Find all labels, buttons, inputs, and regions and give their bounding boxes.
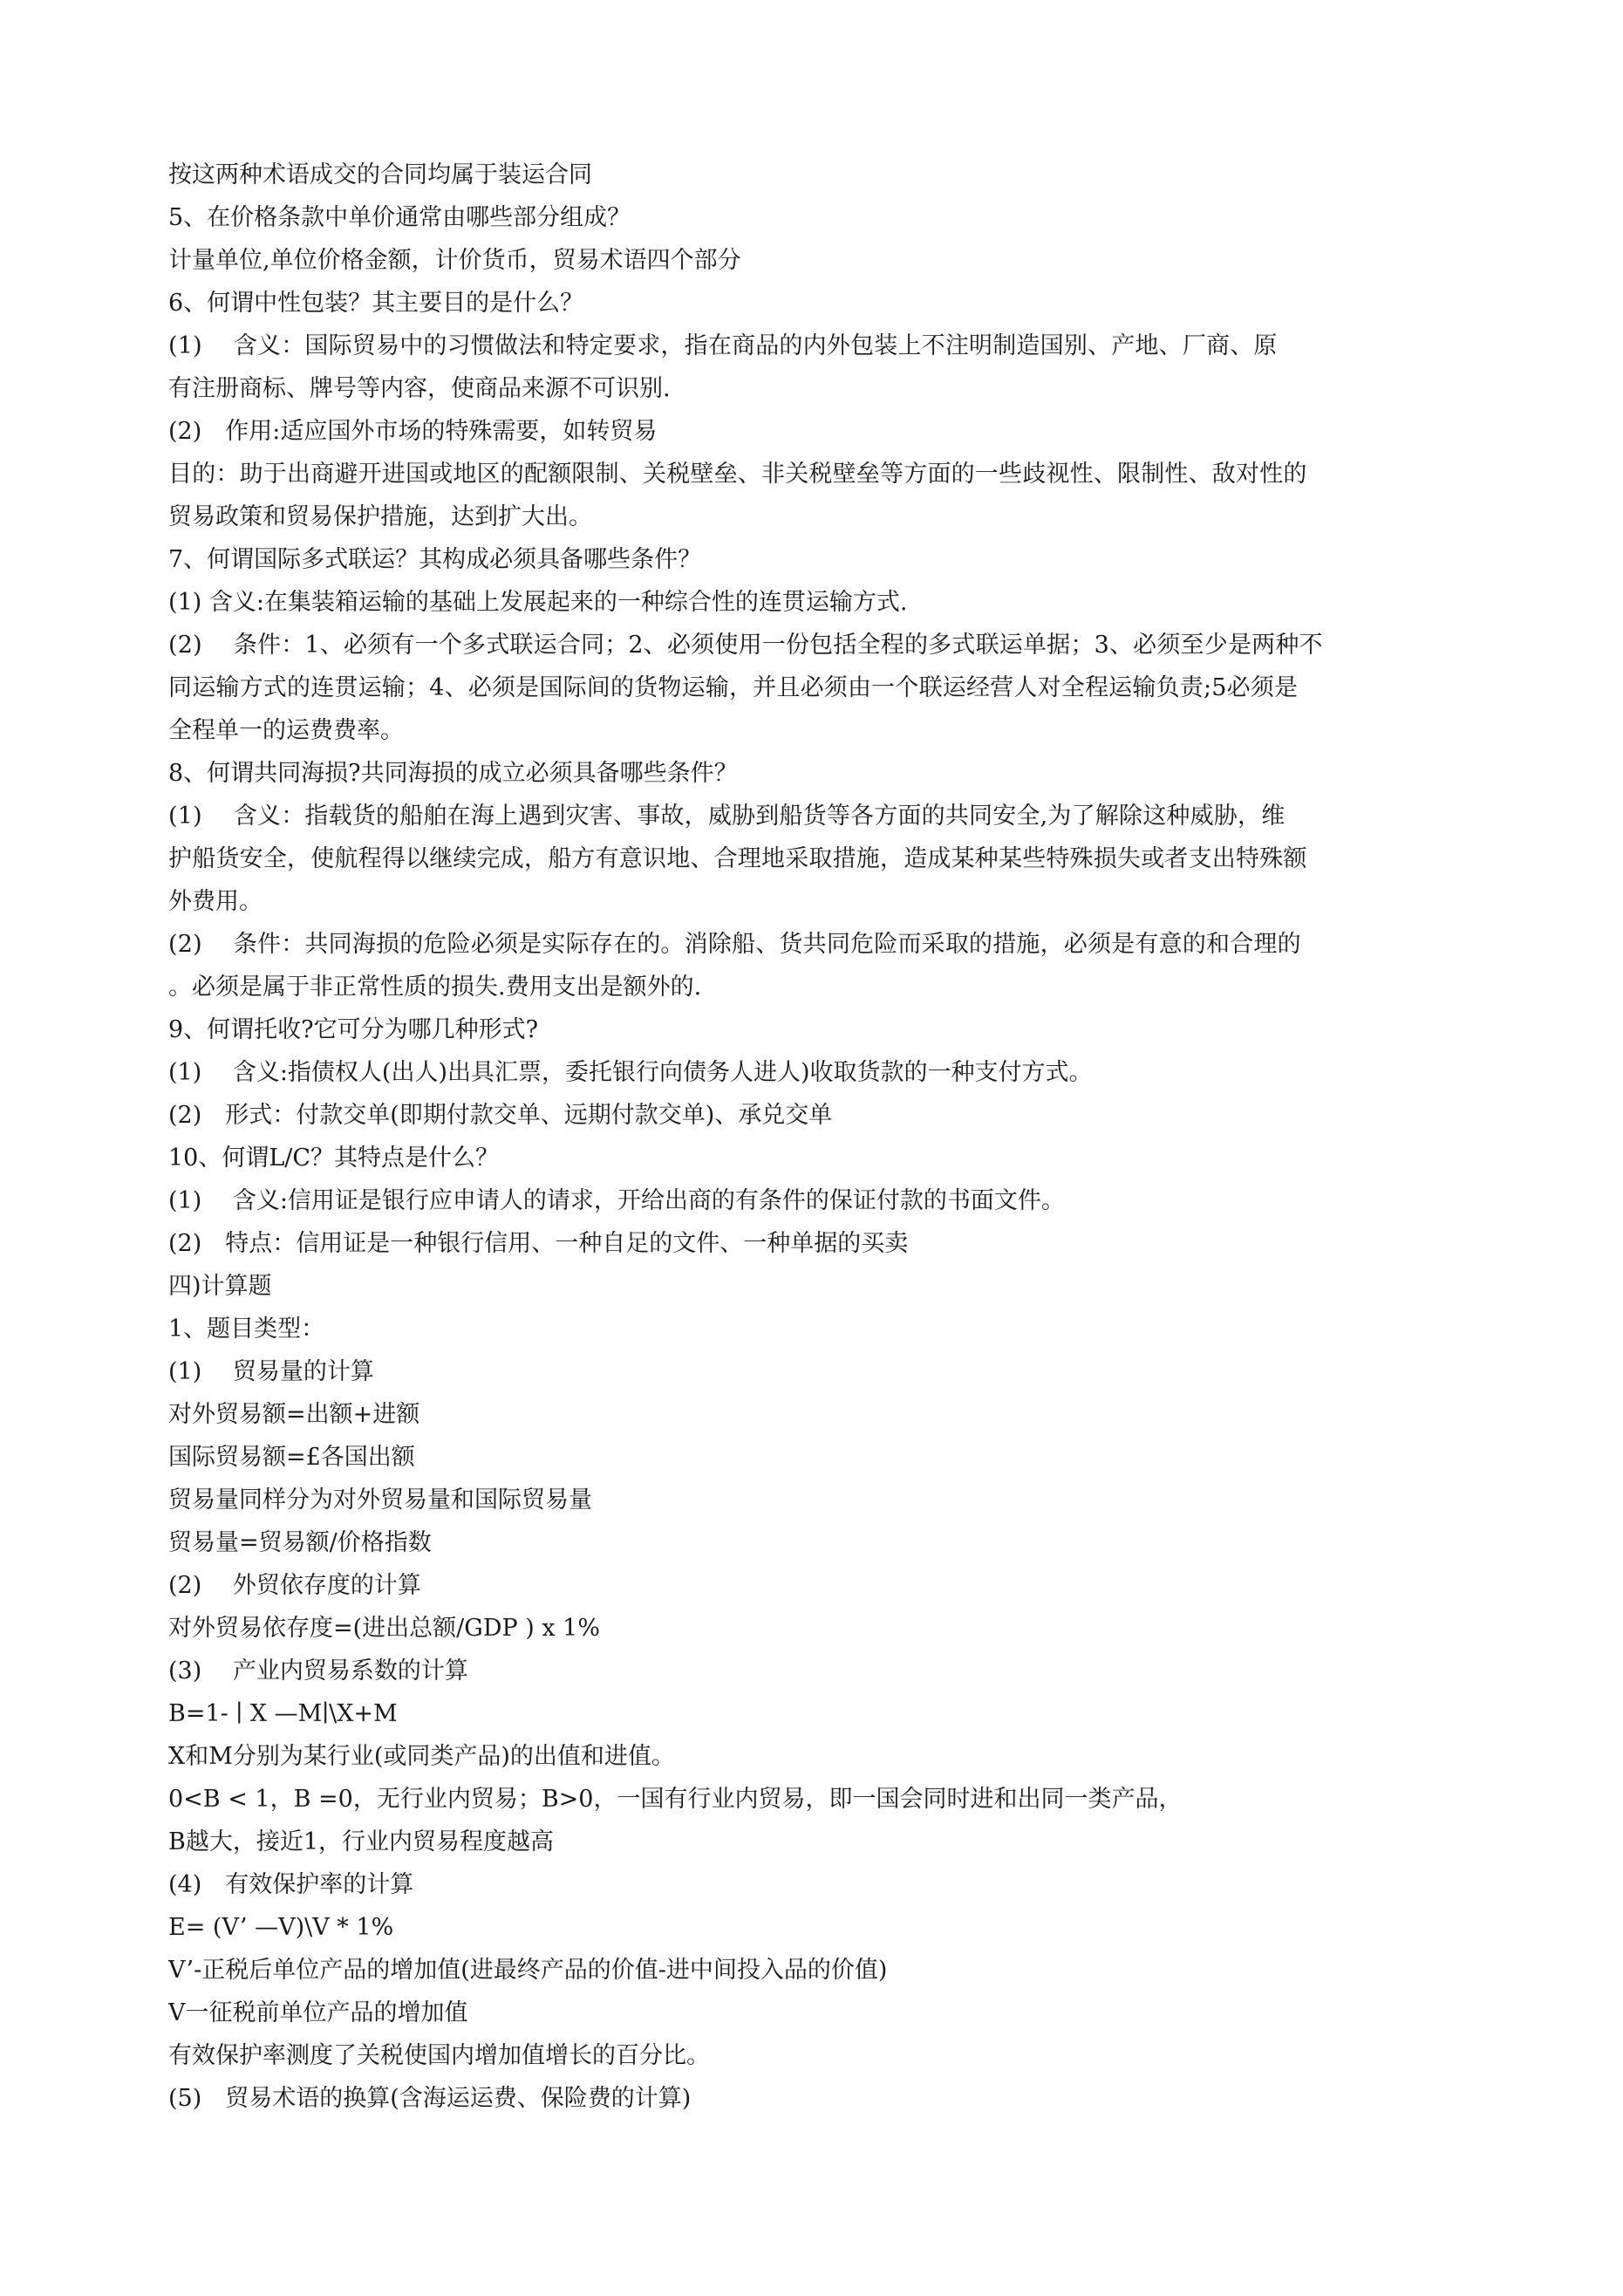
text-line: 贸易量同样分为对外贸易量和国际贸易量 <box>168 1486 592 1514</box>
text-line: 有注册商标、牌号等内容，使商品来源不可识别. <box>168 375 671 402</box>
text-line: 。必须是属于非正常性质的损失.费用支出是额外的. <box>168 974 702 1001</box>
question-8-heading: 8、何谓共同海损?共同海损的成立必须具备哪些条件？ <box>168 760 738 787</box>
text-line: B越大，接近1，行业内贸易程度越高 <box>168 1828 555 1855</box>
text-line: (2) 外贸依存度的计算 <box>168 1572 421 1599</box>
text-line: X和M分别为某行业(或同类产品)的出值和进值。 <box>168 1743 675 1770</box>
text-line: (5) 贸易术语的换算(含海运运费、保险费的计算) <box>168 2085 692 2112</box>
text-line: (1) 贸易量的计算 <box>168 1358 374 1385</box>
text-line: 0<B < 1，B =0，无行业内贸易；B>0，一国有行业内贸易，即一国会同时进和出同一类产品， <box>168 1786 1183 1813</box>
text-line: (1) 含义：指载货的船舶在海上遇到灾害、事故，威胁到船货等各方面的共同安全,为了解除这种威胁，维 <box>168 803 1285 830</box>
text-line: (1) 含义:在集装箱运输的基础上发展起来的一种综合性的连贯运输方式. <box>168 589 908 616</box>
text-line: (2) 条件：1、必须有一个多式联运合同；2、必须使用一份包括全程的多式联运单据；3、必须至少是两种不 <box>168 632 1323 659</box>
text-line: (2) 作用:适应国外市场的特殊需要，如转贸易 <box>168 418 658 445</box>
text-line: V’-正税后单位产品的增加值(进最终产品的价值-进中间投入品的价值) <box>168 1957 888 1984</box>
formula-line: 贸易量=贸易额/价格指数 <box>168 1529 432 1556</box>
text-line: (1) 含义：国际贸易中的习惯做法和特定要求，指在商品的内外包装上不注明制造国别、产地、厂商、原 <box>168 332 1278 359</box>
text-line: 外费用。 <box>168 888 263 915</box>
text-line: 护船货安全，使航程得以继续完成，船方有意识地、合理地采取措施，造成某种某些特殊损失或者支出特殊额 <box>168 845 1307 872</box>
formula-line: 对外贸易依存度=(进出总额/GDP ) x 1% <box>168 1615 600 1642</box>
text-line: (2) 特点：信用证是一种银行信用、一种自足的文件、一种单据的买卖 <box>168 1230 909 1257</box>
text-line: (4) 有效保护率的计算 <box>168 1871 414 1898</box>
text-line: 贸易政策和贸易保护措施，达到扩大出。 <box>168 503 592 530</box>
formula-line: 国际贸易额=£各国出额 <box>168 1444 415 1471</box>
text-line: 目的：助于出商避开进国或地区的配额限制、关税壁垒、非关税壁垒等方面的一些歧视性、限制性、敌对性的 <box>168 461 1307 488</box>
text-line: V一征税前单位产品的增加值 <box>168 1999 468 2026</box>
document-body <box>168 154 1459 2120</box>
text-line: (1) 含义:信用证是银行应申请人的请求，开给出商的有条件的保证付款的书面文件。 <box>168 1187 1065 1214</box>
question-6-heading: 6、何谓中性包装？其主要目的是什么？ <box>168 290 584 317</box>
text-line: (1) 含义:指债权人(出人)出具汇票，委托银行向债务人进人)收取货款的一种支付方式。 <box>168 1059 1093 1086</box>
formula-line: 对外贸易额=出额+进额 <box>168 1401 420 1428</box>
formula-line: E= (V’ —V)\V * 1% <box>168 1914 394 1941</box>
section-heading: 四)计算题 <box>168 1273 272 1300</box>
text-line: 全程单一的运费费率。 <box>168 717 404 744</box>
question-7-heading: 7、何谓国际多式联运？其构成必须具备哪些条件？ <box>168 546 702 573</box>
subsection-heading: 1、题目类型： <box>168 1315 325 1343</box>
text-line: 按这两种术语成交的合同均属于装运合同 <box>168 161 592 188</box>
text-line: 同运输方式的连贯运输；4、必须是国际间的货物运输，并且必须由一个联运经营人对全程运输负责;5必须是 <box>168 674 1299 701</box>
text-line: 有效保护率测度了关税使国内增加值增长的百分比。 <box>168 2042 710 2069</box>
question-5-heading: 5、在价格条款中单价通常由哪些部分组成？ <box>168 204 631 231</box>
text-line: 计量单位,单位价格金额，计价货币，贸易术语四个部分 <box>168 247 741 274</box>
text-line: (3) 产业内贸易系数的计算 <box>168 1657 468 1684</box>
text-line: (2) 形式：付款交单(即期付款交单、远期付款交单)、承兑交单 <box>168 1102 833 1129</box>
question-10-heading: 10、何谓L/C？其特点是什么？ <box>168 1145 500 1172</box>
question-9-heading: 9、何谓托收?它可分为哪几种形式? <box>168 1016 539 1043</box>
formula-line: B=1- ∣ X —M∣\X+M <box>168 1700 398 1727</box>
text-line: (2) 条件：共同海损的危险必须是实际存在的。消除船、货共同危险而采取的措施，必须是有意的和合理的 <box>168 931 1301 958</box>
